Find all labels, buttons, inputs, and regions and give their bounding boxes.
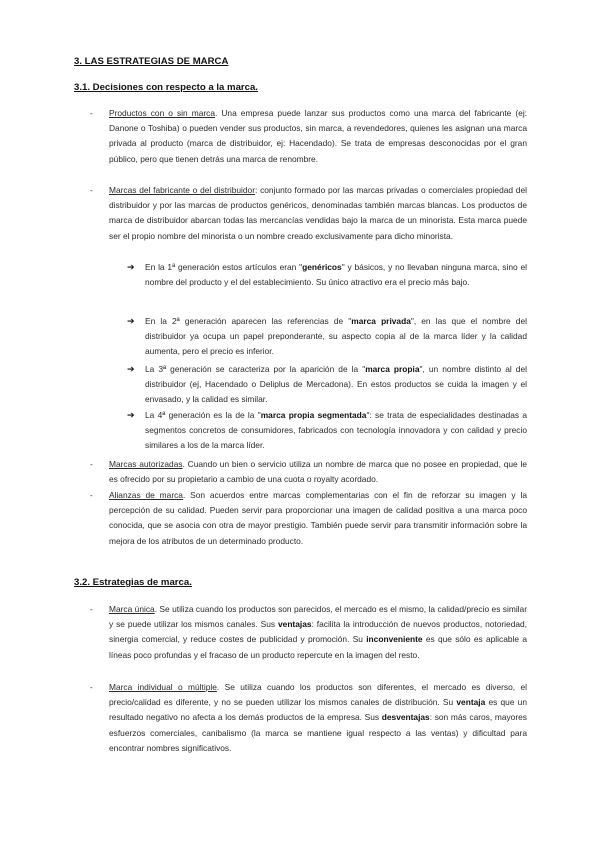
- list-item: Marca única. Se utiliza cuando los productos son parecidos, el mercado es el mismo, la calidad/precio es similar y se puede utilizar los mismos canales. Sus ventajas: facilita la introducción de nuevos productos, notoriedad, sinergia comercial, y reduce costes de publicidad y promoción. Su inconveniente es que sólo es aplicable a líneas poco profundas y el fracaso de un producto repercute en la imagen del resto.: [109, 604, 527, 660]
- generation-term: marca propia segmentada: [260, 410, 367, 420]
- arrow-icon: ➔: [127, 262, 135, 272]
- generation-term: marca propia: [365, 364, 420, 374]
- bullet-dash: -: [90, 604, 93, 614]
- generation-term: genéricos: [302, 262, 342, 272]
- item-term: Productos con o sin marca: [109, 108, 216, 118]
- subsection-title-decisiones: 3.1. Decisiones con respecto a la marca.: [74, 82, 258, 93]
- item-term: Marca individual o múltiple: [109, 682, 217, 692]
- list-item: [109, 183, 527, 244]
- generation-item: La 3ª generación se caracteriza por la aparición de la "marca propia", un nombre distinto al del distribuidor (ej, Hacendado o Deliplus de Mercadona). En estos productos se cuida la imagen y el envasado, y la calidad es similar.: [145, 364, 527, 405]
- item-term: Marcas del fabricante o del distribuidor: [109, 185, 255, 195]
- bullet-dash: -: [90, 108, 93, 118]
- list-item: [109, 488, 527, 549]
- item-text: . Son acuerdos entre marcas complementarias con el fin de reforzar su imagen y la percepción de su calidad. Pueden servir para proporcionar una imagen de calidad positiva a una marca poco conocida, que se asocia con otra de mayor prestigio. También puede servir para transmitir información sobre la mejora de los atributos de un determinado producto.: [109, 490, 527, 546]
- item-term: Alianzas de marca: [109, 490, 183, 500]
- arrow-icon: ➔: [127, 316, 135, 326]
- item-text: : conjunto formado por las marcas privadas o comerciales propiedad del distribuidor y por las marcas de productos genéricos, denominadas también marcas blancas. Los productos de marca de distribuidor abarcan todas las mercancías vendidas bajo la marca de un minorista. Esta marca puede ser el propio nombre del minorista o un nombre creado exclusivamente para dicho minorista.: [109, 185, 527, 241]
- section-title: 3. LAS ESTRATEGIAS DE MARCA: [74, 56, 229, 67]
- generation-item: En la 2ª generación aparecen las referencias de "marca privada", en las que el nombre del distribuidor ya ocupa un papel preponderante, su aspecto copia al de la marca líder y la calidad aumenta, pero el precio es inferior.: [145, 316, 527, 357]
- generation-term: marca privada: [351, 316, 411, 326]
- bullet-dash: -: [90, 185, 93, 195]
- item-text: . Cuando un bien o servicio utiliza un nombre de marca que no posee en propiedad, que le es ofrecido por su propietario a cambio de una cuota o royalty acordado.: [109, 459, 527, 485]
- bullet-dash: -: [90, 459, 93, 469]
- subsection-title-estrategias: 3.2. Estrategias de marca.: [74, 577, 192, 588]
- item-term: Marca única: [109, 604, 155, 614]
- list-item: [109, 457, 527, 487]
- list-item: [109, 106, 527, 167]
- item-text: . Una empresa puede lanzar sus productos como una marca del fabricante (ej: Danone o Toshiba) o pueden vender sus productos, sin marca, a revendedores, quienes les asignan una marca privada al producto (marca de distribuidor, ej: Hacendado). Se trata de empresas desconocidas por el gran público, pero que tienen detrás una marca de renombre.: [109, 108, 528, 164]
- bullet-dash: -: [90, 682, 93, 692]
- item-term: Marcas autorizadas: [109, 459, 183, 469]
- list-item: Marca individual o múltiple. Se utiliza cuando los productos son diferentes, el mercado es diverso, el precio/calidad es diferente, y no se pueden utilizar los mismos canales de distribución. Su ventaja es que un resultado negativo no afecta a los demás productos de la empresa. Sus desventajas: son más caros, mayores esfuerzos comerciales, canibalismo (la marca se mantiene igual respecto a las ventas) y dificultad para encontrar nombres significativos.: [109, 682, 527, 753]
- bullet-dash: -: [90, 490, 93, 500]
- arrow-icon: ➔: [127, 410, 135, 420]
- arrow-icon: ➔: [127, 364, 135, 374]
- generation-item: La 4ª generación es la de la "marca propia segmentada": se trata de especialidades destinadas a segmentos concretos de consumidores, fabricados con tecnología innovadora y con calidad y precio similares a los de la marca líder.: [145, 410, 527, 451]
- generation-item: En la 1ª generación estos artículos eran "genéricos" y básicos, y no llevaban ninguna marca, sino el nombre del producto y el del establecimiento. Su único atractivo era el precio más bajo.: [145, 262, 528, 288]
